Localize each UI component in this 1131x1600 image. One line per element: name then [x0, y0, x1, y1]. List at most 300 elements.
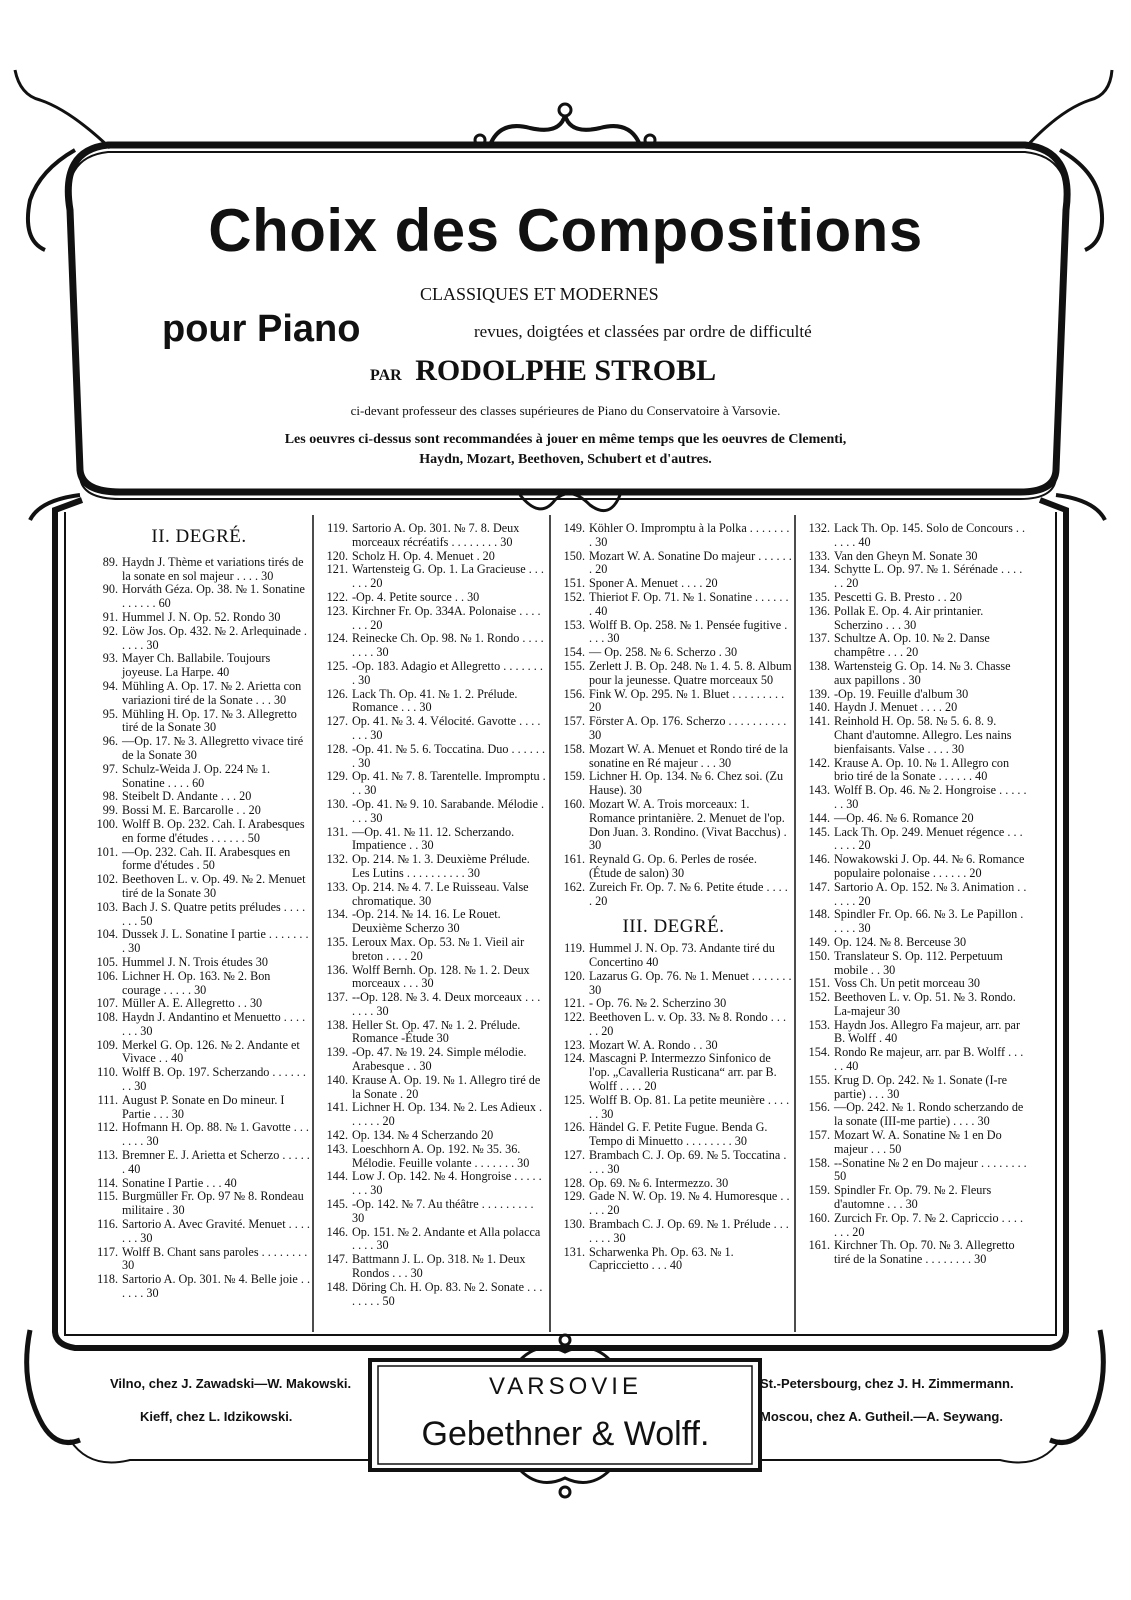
entry-number: 142. [326, 1128, 348, 1143]
catalogue-entry [318, 563, 546, 591]
entry-text: Hofmann H. Op. 88. № 1. Gavotte . . . . . . . 30 [122, 1120, 309, 1149]
entry-number: 153. [563, 617, 585, 632]
catalogue-entry [318, 1281, 546, 1309]
entry-number: 118. [97, 1272, 118, 1287]
catalogue-entry [88, 956, 310, 970]
entry-number: 158. [563, 741, 585, 756]
catalogue-entry [555, 577, 792, 591]
catalogue-entry [555, 1052, 792, 1093]
entry-text: Haydn J. Andantino et Menuetto . . . . . . . 30 [122, 1010, 306, 1038]
catalogue-entry [555, 619, 792, 647]
catalogue-entry [800, 701, 1028, 715]
catalogue-entry [318, 688, 546, 716]
entry-number: 129. [563, 1189, 585, 1204]
entry-text: Brambach C. J. Op. 69. № 1. Prélude . . . . . . . 30 [589, 1217, 789, 1245]
entry-number: 149. [563, 521, 585, 535]
catalogue-entry [318, 743, 546, 771]
catalogue-entry [88, 970, 310, 998]
entry-number: 137. [326, 990, 348, 1005]
entry-text: Hummel J. N. Op. 73. Andante tiré du Concertino 40 [589, 941, 775, 969]
entry-number: 127. [563, 1148, 585, 1163]
entry-text: -Op. 142. № 7. Au théâtre . . . . . . . . . 30 [352, 1197, 534, 1225]
catalogue-entry [555, 970, 792, 998]
entry-number: 120. [563, 968, 585, 983]
entry-text: Op. 41. № 7. 8. Tarentelle. Impromptu . . . 30 [352, 769, 546, 798]
entry-number: 154. [808, 1045, 830, 1060]
entry-number: 90. [102, 582, 118, 597]
catalogue-entry [555, 1149, 792, 1177]
catalogue-entry [88, 901, 310, 929]
catalogue-entry [318, 632, 546, 660]
entry-text: —Op. 41. № 11. 12. Scherzando. Impatience . . 30 [352, 824, 515, 853]
entry-text: Schultze A. Op. 10. № 2. Danse champêtre . . . 20 [834, 631, 990, 660]
entry-text: Wolff Bernh. Op. 128. № 1. 2. Deux morceaux . . . 30 [352, 962, 530, 991]
catalogue-entry [318, 660, 546, 688]
entry-number: 123. [326, 603, 348, 618]
catalogue-entry [318, 1129, 546, 1143]
entry-number: 91. [102, 609, 118, 624]
entry-text: Kirchner Th. Op. 70. № 3. Allegretto tiré de la Sonatine . . . . . . . . 30 [834, 1238, 1015, 1267]
publisher-petersbourg: St.-Petersbourg, chez J. H. Zimmermann. [760, 1376, 1014, 1391]
entry-text: Steibelt D. Andante . . . 20 [122, 789, 252, 804]
catalogue-entry [800, 1129, 1028, 1157]
catalogue-entry [800, 826, 1028, 854]
catalogue-list [318, 522, 546, 1308]
entry-number: 116. [97, 1217, 118, 1232]
catalogue-entry [88, 1066, 310, 1094]
catalogue-entry [800, 757, 1028, 785]
catalogue-entry [555, 743, 792, 771]
entry-number: 117. [97, 1244, 118, 1259]
catalogue-column-1 [88, 522, 310, 1301]
entry-text: Lichner H. Op. 134. № 2. Les Adieux . . . . . . 20 [352, 1100, 543, 1129]
entry-number: 145. [326, 1197, 348, 1212]
catalogue-entry [318, 550, 546, 564]
catalogue-entry [800, 1157, 1028, 1185]
entry-text: Mascagni P. Intermezzo Sinfonico de l'op. „Cavalleria Rusticana“ arr. par B. Wolff . . . . 20 [589, 1051, 777, 1094]
catalogue-entry [555, 770, 792, 798]
entry-text: Loeschhorn A. Op. 192. № 35. 36. Mélodie. Feuille volante . . . . . . . 30 [352, 1141, 530, 1170]
publisher-moscou: Moscou, chez A. Gutheil.—A. Seywang. [760, 1409, 1003, 1424]
catalogue-entry [88, 846, 310, 874]
entry-text: Heller St. Op. 47. № 1. 2. Prélude. Romance -Étude 30 [352, 1017, 521, 1046]
entry-text: Op. 214. № 1. 3. Deuxième Prélude. Les Lutins . . . . . . . . . . 30 [352, 852, 530, 880]
entry-number: 137. [808, 631, 830, 646]
entry-text: --Op. 128. № 3. 4. Deux morceaux . . . . . . . 30 [352, 990, 541, 1018]
entry-text: Leroux Max. Op. 53. № 1. Vieil air breton . . . . 20 [352, 934, 525, 963]
catalogue-entry [318, 1170, 546, 1198]
entry-number: 95. [102, 706, 118, 721]
entry-number: 126. [326, 686, 348, 701]
catalogue-entry [88, 1094, 310, 1122]
entry-number: 155. [563, 658, 585, 673]
degree-heading-3: III. DEGRÉ. [622, 916, 725, 938]
entry-number: 146. [808, 852, 830, 867]
entry-text: Mozart W. A. Trois morceaux: 1. Romance printanière. 2. Menuet de l'op. Don Juan. 3. Rondino. (Vivat Bacchus) . 30 [589, 796, 787, 853]
entry-text: Lichner H. Op. 163. № 2. Bon courage . . . . . 30 [122, 968, 271, 997]
entry-text: —Op. 46. № 6. Romance 20 [834, 810, 974, 825]
catalogue-entry [555, 1246, 792, 1274]
catalogue-entry [88, 652, 310, 680]
entry-number: 151. [808, 976, 830, 991]
entry-number: 150. [563, 548, 585, 563]
entry-text: Krause A. Op. 10. № 1. Allegro con brio tiré de la Sonate . . . . . . 40 [834, 755, 1010, 784]
entry-text: Haydn J. Thème et variations tirés de la sonate en sol majeur . . . . 30 [122, 554, 304, 583]
catalogue-entry [318, 964, 546, 992]
entry-number: 136. [808, 603, 830, 618]
entry-number: 93. [102, 651, 118, 666]
catalogue-entry [800, 784, 1028, 812]
catalogue-entry [555, 798, 792, 853]
entry-number: 119. [564, 941, 585, 956]
entry-number: 132. [808, 521, 830, 535]
catalogue-entry [800, 688, 1028, 702]
entry-text: Löw Jos. Op. 432. № 2. Arlequinade . . . . . 30 [122, 623, 307, 652]
page-title: Choix des Compositions [208, 197, 923, 264]
catalogue-column-3 [555, 522, 792, 1273]
catalogue-entry [88, 928, 310, 956]
entry-text: Zerlett J. B. Op. 248. № 1. 4. 5. 8. Album pour la jeunesse. Quatre morceaux 50 [589, 658, 792, 687]
entry-number: 119. [327, 521, 348, 535]
catalogue-entry [318, 522, 546, 550]
entry-number: 109. [96, 1037, 118, 1052]
catalogue-entry [800, 1019, 1028, 1047]
entry-number: 159. [808, 1183, 830, 1198]
entry-text: Bremner E. J. Arietta et Scherzo . . . . . . 40 [122, 1148, 310, 1176]
catalogue-entry [555, 522, 792, 550]
entry-number: 154. [563, 645, 585, 660]
catalogue-list [800, 522, 1028, 1267]
catalogue-entry [318, 853, 546, 881]
entry-text: Beethoven L. v. Op. 33. № 8. Rondo . . . . . 20 [589, 1010, 787, 1038]
catalogue-column-4 [800, 522, 1028, 1267]
entry-text: — Op. 258. № 6. Scherzo . 30 [589, 645, 738, 660]
catalogue-entry [800, 950, 1028, 978]
entry-number: 124. [563, 1051, 585, 1066]
pour-piano-heading: pour Piano [162, 308, 361, 350]
entry-number: 156. [563, 686, 585, 701]
entry-number: 147. [808, 879, 830, 894]
catalogue-entry [88, 611, 310, 625]
entry-text: Wartensteig G. Op. 1. La Gracieuse . . . . . . 20 [352, 562, 544, 591]
entry-number: 126. [563, 1120, 585, 1135]
entry-text: Lazarus G. Op. 76. № 1. Menuet . . . . . . . 30 [589, 968, 792, 997]
degree-heading-2: II. DEGRÉ. [151, 526, 247, 547]
entry-number: 100. [96, 816, 118, 831]
professor-note: ci-devant professeur des classes supérieures de Piano du Conservatoire à Varsovie. [350, 403, 781, 418]
catalogue-entry [318, 826, 546, 854]
entry-number: 122. [326, 589, 348, 604]
entry-text: Sponer A. Menuet . . . . 20 [589, 576, 718, 591]
catalogue-entry [555, 660, 792, 688]
entry-number: 120. [326, 548, 348, 563]
entry-text: Beethoven L. v. Op. 49. № 2. Menuet tiré de la Sonate 30 [122, 872, 306, 900]
catalogue-entry [555, 853, 792, 881]
entry-text: Mozart W. A. Rondo . . 30 [589, 1037, 718, 1052]
catalogue-entry [88, 790, 310, 804]
catalogue-entry [800, 1101, 1028, 1129]
entry-number: 150. [808, 948, 830, 963]
catalogue-entry [800, 591, 1028, 605]
entry-text: Krause A. Op. 19. № 1. Allegro tiré de la Sonate . 20 [352, 1072, 541, 1101]
entry-text: Schulz-Weida J. Op. 224 № 1. Sonatine . . . . 60 [122, 761, 271, 790]
entry-number: 143. [808, 783, 830, 798]
entry-number: 124. [326, 631, 348, 646]
catalogue-entry [800, 563, 1028, 591]
entry-text: Müller A. E. Allegretto . . 30 [122, 996, 263, 1011]
entry-text: Spindler Fr. Op. 66. № 3. Le Papillon . . . . . 30 [834, 907, 1024, 936]
entry-text: Beethoven L. v. Op. 51. № 3. Rondo. La-majeur 30 [834, 990, 1016, 1018]
entry-text: Reinecke Ch. Op. 98. № 1. Rondo . . . . . . . . 30 [352, 631, 544, 660]
entry-number: 111. [97, 1092, 118, 1107]
entry-text: Lack Th. Op. 249. Menuet régence . . . . . . . 20 [834, 824, 1023, 853]
catalogue-entry [88, 1121, 310, 1149]
catalogue-entry [318, 1198, 546, 1226]
entry-text: Bossi M. E. Barcarolle . . 20 [122, 803, 261, 818]
catalogue-entry [800, 881, 1028, 909]
entry-text: Fink W. Op. 295. № 1. Bluet . . . . . . . . . 20 [589, 686, 785, 715]
catalogue-entry [555, 942, 792, 970]
catalogue-entry [318, 798, 546, 826]
catalogue-entry [800, 812, 1028, 826]
publisher-kieff: Kieff, chez L. Idzikowski. [140, 1409, 293, 1424]
catalogue-entry [800, 1046, 1028, 1074]
entry-number: 140. [326, 1072, 348, 1087]
entry-text: Op. 134. № 4 Scherzando 20 [352, 1128, 494, 1143]
entry-text: Haydn Jos. Allegro Fa majeur, arr. par B. Wolff . 40 [834, 1017, 1021, 1046]
entry-text: Zurcich Fr. Op. 7. № 2. Capriccio . . . . . . . 20 [834, 1210, 1023, 1239]
entry-text: Spindler Fr. Op. 79. № 2. Fleurs d'automne . . . 30 [834, 1183, 992, 1212]
entry-text: Wolff B. Op. 197. Scherzando . . . . . . . . 30 [122, 1065, 306, 1094]
entry-text: Mühling A. Op. 17. № 2. Arietta con variazioni tiré de la Sonate . . . 30 [122, 678, 302, 707]
catalogue-entry [88, 1011, 310, 1039]
catalogue-entry [318, 1019, 546, 1047]
entry-text: Wolff B. Op. 46. № 2. Hongroise . . . . . . . 30 [834, 783, 1027, 811]
entry-text: Reinhold H. Op. 58. № 5. 6. 8. 9. Chant d'automne. Allegro. Les nains bienfaisants. Valse . . . . 30 [834, 714, 1012, 756]
recommendation-line-2: Haydn, Mozart, Beethoven, Schubert et d'autres. [419, 452, 712, 467]
entry-number: 140. [808, 700, 830, 715]
entry-number: 132. [326, 852, 348, 867]
catalogue-entry [318, 881, 546, 909]
catalogue-entry [88, 818, 310, 846]
entry-number: 141. [326, 1100, 348, 1115]
entry-number: 131. [326, 824, 348, 839]
entry-number: 122. [563, 1010, 585, 1025]
entry-number: 157. [808, 1128, 830, 1143]
subtitle-revues: revues, doigtées et classées par ordre de difficulté [474, 322, 812, 341]
entry-number: 146. [326, 1224, 348, 1239]
entry-text: Mozart W. A. Sonatine Do majeur . . . . . . . 20 [589, 548, 792, 577]
entry-text: Translateur S. Op. 112. Perpetuum mobile . . 30 [834, 948, 1003, 977]
entry-number: 135. [808, 589, 830, 604]
catalogue-entry [800, 1239, 1028, 1267]
entry-text: - Op. 76. № 2. Scherzino 30 [589, 996, 727, 1011]
publisher-city: VARSOVIE [489, 1373, 642, 1400]
entry-number: 102. [96, 872, 118, 887]
entry-number: 112. [97, 1120, 118, 1135]
entry-number: 149. [808, 934, 830, 949]
entry-number: 101. [96, 844, 118, 859]
catalogue-entry [88, 997, 310, 1011]
catalogue-entry [555, 688, 792, 716]
entry-number: 160. [808, 1210, 830, 1225]
entry-number: 114. [97, 1175, 118, 1190]
catalogue-entry [800, 1074, 1028, 1102]
catalogue-entry [88, 1177, 310, 1191]
entry-text: Mühling H. Op. 17. № 3. Allegretto tiré de la Sonate 30 [122, 706, 297, 735]
catalogue-entry [555, 1121, 792, 1149]
entry-text: -Op. 4. Petite source . . 30 [352, 589, 480, 604]
entry-text: Sartorio A. Op. 152. № 3. Animation . . . . . . 20 [834, 879, 1027, 908]
entry-text: Hummel J. N. Trois études 30 [122, 954, 268, 969]
entry-text: August P. Sonate en Do mineur. I Partie . . . 30 [122, 1092, 285, 1121]
entry-text: Bach J. S. Quatre petits préludes . . . . . . . 50 [122, 899, 306, 928]
catalogue-entry [555, 1190, 792, 1218]
entry-number: 121. [326, 562, 348, 577]
entry-text: Brambach C. J. Op. 69. № 5. Toccatina . . . . 30 [589, 1148, 787, 1176]
catalogue-entry [800, 715, 1028, 756]
entry-text: Sonatine I Partie . . . 40 [122, 1175, 237, 1190]
catalogue-entry [88, 1273, 310, 1301]
entry-text: Op. 151. № 2. Andante et Alla polacca . . . . 30 [352, 1224, 541, 1253]
entry-text: Wolff B. Op. 81. La petite meunière . . . . . . 30 [589, 1092, 790, 1121]
entry-text: Haydn J. Menuet . . . . 20 [834, 700, 958, 715]
entry-number: 89. [102, 554, 118, 569]
catalogue-entry [555, 646, 792, 660]
entry-number: 148. [326, 1279, 348, 1294]
entry-number: 97. [102, 761, 118, 776]
entry-number: 96. [102, 734, 118, 749]
catalogue-entry [88, 1190, 310, 1218]
publisher-vilno: Vilno, chez J. Zawadski—W. Makowski. [110, 1376, 352, 1391]
entry-number: 98. [102, 789, 118, 804]
entry-text: Pollak E. Op. 4. Air printanier. Scherzino . . . 30 [834, 603, 984, 632]
entry-text: -Op. 183. Adagio et Allegretto . . . . . . . . 30 [352, 658, 543, 687]
catalogue-entry [88, 1218, 310, 1246]
entry-text: Op. 41. № 3. 4. Vélocité. Gavotte . . . . . . . 30 [352, 714, 541, 742]
entry-text: --Sonatine № 2 en Do majeur . . . . . . . . 50 [834, 1155, 1027, 1184]
catalogue-entry [88, 583, 310, 611]
entry-number: 99. [102, 803, 118, 818]
catalogue-list [88, 556, 310, 1301]
entry-text: Lichner H. Op. 134. № 6. Chez soi. (Zu Hause). 30 [589, 769, 784, 798]
entry-number: 139. [326, 1045, 348, 1060]
catalogue-entry [318, 1253, 546, 1281]
catalogue-entry [88, 1039, 310, 1067]
entry-text: -Op. 47. № 19. 24. Simple mélodie. Arabesque . . 30 [352, 1045, 527, 1074]
entry-text: Voss Ch. Un petit morceau 30 [834, 976, 981, 991]
recommendation-line-1: Les oeuvres ci-dessus sont recommandées à jouer en même temps que les oeuvres de Clementi, [284, 432, 847, 447]
entry-text: -Op. 41. № 9. 10. Sarabande. Mélodie . . . . 30 [352, 796, 545, 825]
entry-text: Döring Ch. H. Op. 83. № 2. Sonate . . . . . . . . 50 [352, 1279, 543, 1308]
publisher-name: Gebethner & Wolff. [421, 1415, 710, 1453]
catalogue-entry [318, 991, 546, 1019]
catalogue-entry [555, 997, 792, 1011]
entry-text: Mayer Ch. Ballabile. Toujours joyeuse. La Harpe. 40 [122, 651, 271, 680]
entry-text: Horváth Géza. Op. 38. № 1. Sonatine . . . . . . 60 [122, 582, 305, 611]
entry-number: 138. [808, 658, 830, 673]
entry-text: Rondo Re majeur, arr. par B. Wolff . . . . . 40 [834, 1045, 1024, 1074]
entry-text: Thieriot F. Op. 71. № 1. Sonatine . . . . . . . 40 [589, 589, 789, 618]
catalogue-entry [318, 591, 546, 605]
entry-number: 134. [326, 907, 348, 922]
entry-text: Wolff B. Op. 232. Cah. I. Arabesques en forme d'études . . . . . . 50 [122, 816, 305, 845]
catalogue-entry [800, 1212, 1028, 1240]
entry-text: Wolff B. Chant sans paroles . . . . . . . . 30 [122, 1244, 308, 1273]
entry-number: 128. [326, 741, 348, 756]
catalogue-entry [555, 1177, 792, 1191]
entry-text: Sartorio A. Op. 301. № 4. Belle joie . . . . . . 30 [122, 1272, 310, 1301]
catalogue-list [555, 522, 792, 908]
catalogue-entry [318, 1074, 546, 1102]
catalogue-entry [88, 804, 310, 818]
par-label: PAR [370, 367, 402, 384]
catalogue-entry [555, 1094, 792, 1122]
entry-number: 133. [808, 548, 830, 563]
entry-number: 128. [563, 1175, 585, 1190]
catalogue-entry [318, 715, 546, 743]
catalogue-column-2 [318, 522, 546, 1308]
entry-number: 106. [96, 968, 118, 983]
entry-number: 92. [102, 623, 118, 638]
entry-number: 155. [808, 1072, 830, 1087]
catalogue-list [555, 942, 792, 1273]
entry-number: 121. [563, 996, 585, 1011]
entry-text: Schytte L. Op. 97. № 1. Sérénade . . . . . . 20 [834, 562, 1023, 591]
catalogue-entry [555, 1039, 792, 1053]
entry-text: -Op. 214. № 14. 16. Le Rouet. Deuxième Scherzo 30 [352, 907, 501, 936]
entry-number: 139. [808, 686, 830, 701]
catalogue-entry [555, 881, 792, 909]
entry-number: 153. [808, 1017, 830, 1032]
entry-text: Op. 214. № 4. 7. Le Ruisseau. Valse chromatique. 30 [352, 879, 529, 908]
entry-number: 142. [808, 755, 830, 770]
entry-number: 103. [96, 899, 118, 914]
entry-number: 94. [102, 678, 118, 693]
entry-text: —Op. 232. Cah. II. Arabesques en forme d'études . 50 [122, 844, 291, 873]
entry-number: 130. [563, 1217, 585, 1232]
catalogue-entry [800, 1184, 1028, 1212]
entry-number: 129. [326, 769, 348, 784]
catalogue-entry [800, 660, 1028, 688]
entry-text: Händel G. F. Petite Fugue. Benda G. Tempo di Minuetto . . . . . . . . 30 [589, 1120, 768, 1149]
entry-number: 113. [97, 1148, 118, 1163]
entry-text: Merkel G. Op. 126. № 2. Andante et Vivace . . 40 [122, 1037, 300, 1066]
entry-text: Lack Th. Op. 41. № 1. 2. Prélude. Romance . . . 30 [352, 686, 518, 715]
entry-number: 159. [563, 769, 585, 784]
entry-number: 125. [563, 1092, 585, 1107]
catalogue-entry [800, 522, 1028, 550]
entry-text: Battmann J. L. Op. 318. № 1. Deux Rondos . . . 30 [352, 1252, 526, 1281]
catalogue-entry [318, 936, 546, 964]
entry-text: Köhler O. Impromptu à la Polka . . . . . . . . 30 [589, 521, 790, 549]
catalogue-entry [88, 1246, 310, 1274]
catalogue-entry [318, 1046, 546, 1074]
entry-text: —Op. 17. № 3. Allegretto vivace tiré de la Sonate 30 [122, 734, 304, 762]
catalogue-entry [555, 1011, 792, 1039]
entry-text: Kirchner Fr. Op. 334A. Polonaise . . . . . . . 20 [352, 603, 541, 632]
entry-number: 133. [326, 879, 348, 894]
entry-text: Scharwenka Ph. Op. 63. № 1. Capriccietto . . . 40 [589, 1244, 734, 1273]
entry-text: Mozart W. A. Menuet et Rondo tiré de la sonatine en Ré majeur . . . 30 [589, 741, 789, 770]
catalogue-entry [88, 680, 310, 708]
entry-number: 135. [326, 934, 348, 949]
entry-text: Wartensteig G. Op. 14. № 3. Chasse aux papillons . 30 [834, 658, 1011, 687]
entry-text: Van den Gheyn M. Sonate 30 [834, 548, 978, 563]
entry-text: Reynald G. Op. 6. Perles de rosée. (Étude de salon) 30 [589, 852, 757, 880]
catalogue-entry [88, 556, 310, 584]
entry-text: Zureich Fr. Op. 7. № 6. Petite étude . . . . . 20 [589, 879, 788, 908]
